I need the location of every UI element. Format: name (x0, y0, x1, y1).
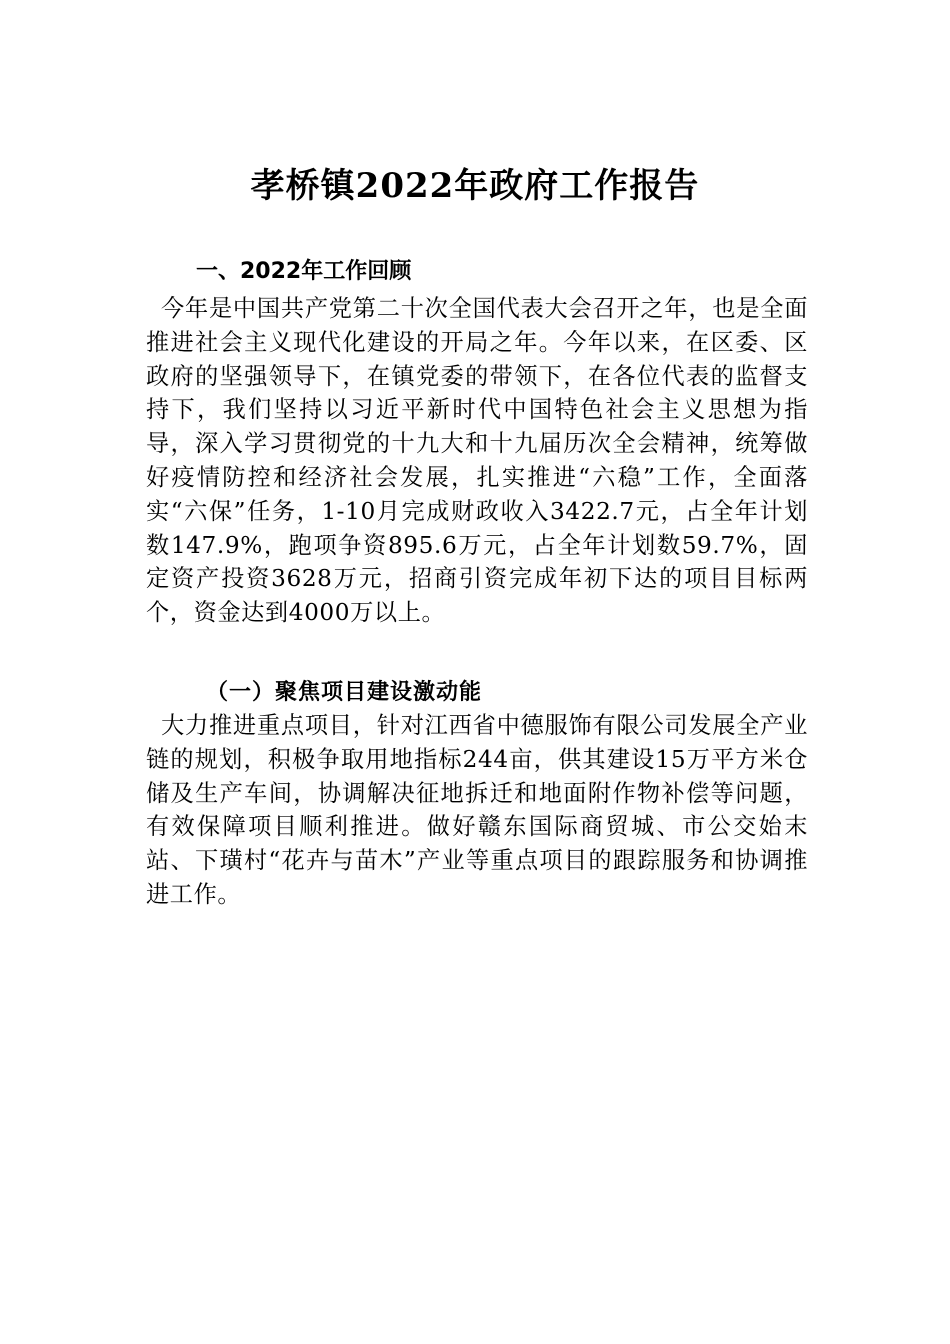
section-heading: 一、2022年工作回顾 (196, 259, 412, 284)
document-title: 孝桥镇2022年政府工作报告 (250, 166, 700, 206)
subsection-paragraph: 大力推进重点项目，针对江西省中德服饰有限公司发展全产业链的规划，积极争取用地指标244亩，供其建设15万平方米仓储及生产车间，协调解决征地拆迁和地面附作物补偿等问题，有效保障项目顺利推进。做好赣东国际商贸城、市公交始末站、下璜村“花卉与苗木”产业等重点项目的跟踪服务和协调推进工作。 (146, 712, 808, 908)
subsection-heading: （一）聚焦项目建设激动能 (206, 679, 483, 705)
section-paragraph: 今年是中国共产党第二十次全国代表大会召开之年，也是全面推进社会主义现代化建设的开局之年。今年以来，在区委、区政府的坚强领导下，在镇党委的带领下，在各位代表的监督支持下，我们坚持以习近平新时代中国特色社会主义思想为指导，深入学习贯彻党的十九大和十九届历次全会精神，统筹做好疫情防控和经济社会发展，扎实推进“六稳”工作，全面落实“六保”任务，1-10月完成财政收入3422.7元，占全年计划数147.9%，跑项争资895.6万元，占全年计划数59.7%，固定资产投资3628万元，招商引资完成年初下达的项目目标两个，资金达到4000万以上。 (146, 295, 808, 627)
